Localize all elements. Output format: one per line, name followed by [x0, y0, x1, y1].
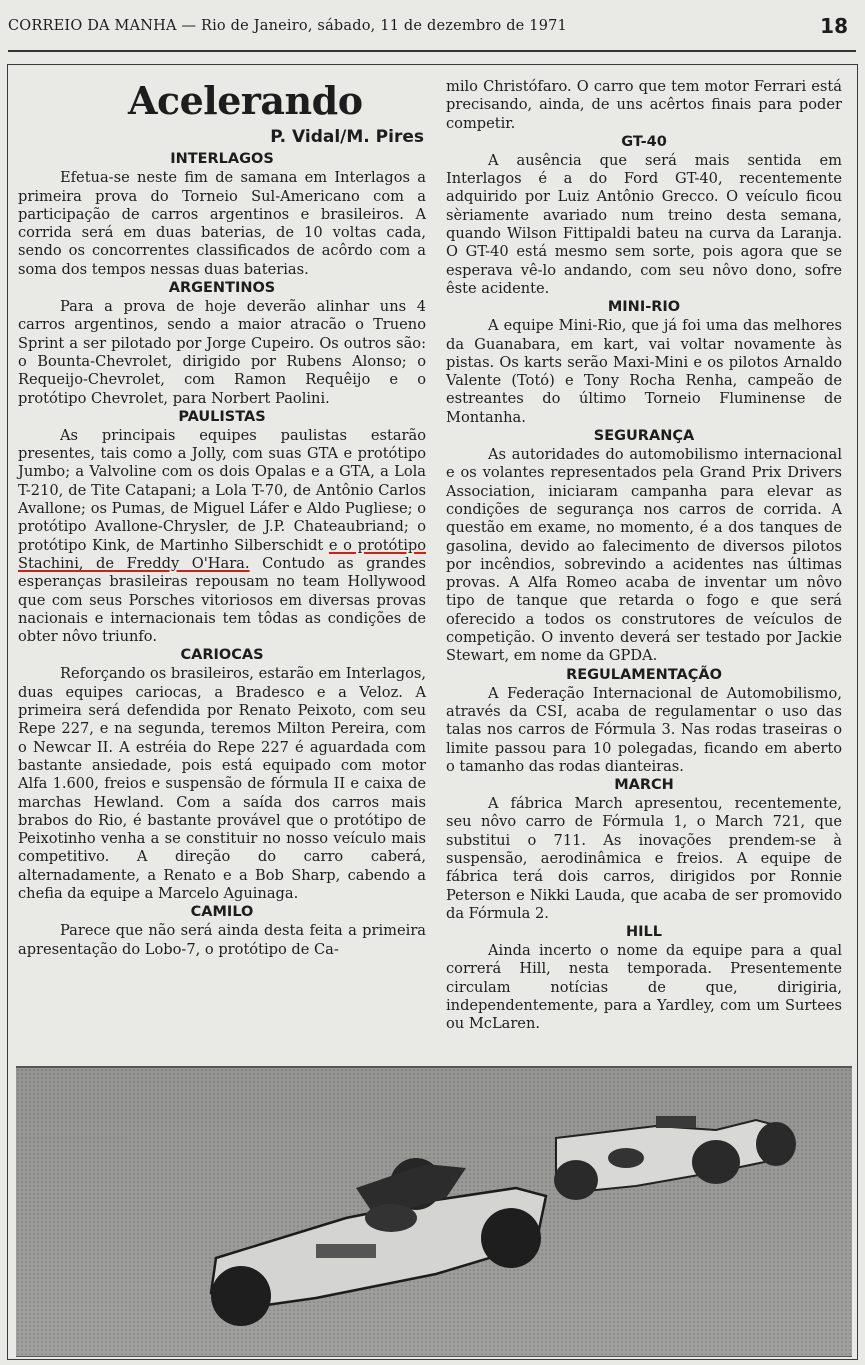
- article-paragraph: A fábrica March apresentou, recentemente, seu nôvo carro de Fórmula 1, o March 721, que substitui o 711. As inovações prendem-se à suspensão, aerodinâmica e freios. A equipe de fábrica terá dois carros, dirigidos por Ronnie Peterson e Nikki Lauda, que acaba de ser promovido da Fórmula 2.: [446, 795, 842, 922]
- section-heading: REGULAMENTAÇÃO: [566, 666, 722, 683]
- article-paragraph: As autoridades do automobilismo internacional e os volantes representados pela Grand Prix Drivers Association, iniciaram campanha para elevar as condições de segurança nos carros de corrida. A questão em exame, no momento, é a dos tanques de gasolina, devido ao falecimento de diversos pilotos por incêndios, sobrevindo a acidentes nas últimas provas. A Alfa Romeo acaba de inventar um nôvo tipo de tanque que retarda o fogo e que será oferecido a todos os construtores de veículos de competição. O invento deverá ser testado por Jackie Stewart, em nome da GPDA.: [446, 446, 842, 665]
- article-paragraph: Parece que não será ainda desta feita a primeira apresentação do Lobo-7, o protótipo de Ca-: [18, 922, 426, 958]
- paragraph-text: Contudo as grandes esperanças brasileiras repousam no team Hollywood que com seus Porsches vitoriosos em diversas provas nacionais e internacionais tem tôdas as condições de obter nôvo triunfo.: [18, 554, 426, 646]
- article-paragraph: A ausência que será mais sentida em Interlagos é a do Ford GT-40, recentemente adquirido por Luiz Antônio Grecco. O veículo ficou sèriamente avariado num treino desta semana, quando Wilson Fittipaldi bateu na curva da Laranja. O GT-40 está mesmo sem sorte, pois agora que se esperava vê-lo andando, com seu nôvo dono, sofre êste acidente.: [446, 151, 842, 297]
- section-heading: HILL: [625, 924, 662, 941]
- section-heading: MINI-RIO: [607, 299, 681, 316]
- article-paragraph: Efetua-se neste fim de samana em Interlagos a primeira prova do Torneio Sul-Americano com a participação de carros argentinos e brasileiros. A corrida será em duas baterias, de 10 voltas cada, sendo os concorrentes classificados de acôrdo com a soma dos tempos nessas duas baterias.: [18, 169, 426, 278]
- article-paragraph: milo Christófaro. O carro que tem motor Ferrari está precisando, ainda, de uns acêrtos finais para poder competir.: [446, 78, 842, 132]
- article-paragraph: A equipe Mini-Rio, que já foi uma das melhores da Guanabara, em kart, vai voltar novamente às pistas. Os karts serão Maxi-Mini e os pilotos Arnaldo Valente (Totó) e Tony Rocha Renha, campeão de estreantes do último Torneio Fluminense de Montanha.: [446, 317, 842, 426]
- masthead-title-line: CORREIO DA MANHA — Rio de Janeiro, sábado, 11 de dezembro de 1971: [8, 18, 567, 34]
- article-paragraph: [18, 427, 426, 647]
- section-heading: CAMILO: [190, 904, 254, 921]
- article-paragraph: Ainda incerto o nome da equipe para a qual correrá Hill, nesta temporada. Presentemente circulam notícias de que, dirigiria, independentemente, para a Yardley, com um Surtees ou McLaren.: [446, 942, 842, 1033]
- article-headline: Acelerando: [128, 78, 363, 123]
- left-column-body: [18, 150, 426, 959]
- section-heading: GT-40: [621, 133, 667, 150]
- section-heading: INTERLAGOS: [170, 151, 274, 168]
- section-heading: MARCH: [614, 777, 674, 794]
- article-right-column: [446, 78, 842, 1034]
- page-number: 18: [820, 14, 848, 38]
- masthead-rule: [8, 50, 856, 52]
- paragraph-text: As principais equipes paulistas estarão presentes, tais como a Jolly, com suas GTA e protótipo Jumbo; a Valvoline com os dois Opalas e a GTA, a Lola T-210, de Tite Catapani; a Lola T-70, de Antônio Carlos Avallone; os Pumas, de Miguel Láfer e Aldo Pugliese; o protótipo Avallone-Chrysler, de J.P. Chateaubriand; o protótipo Kink, de Martinho Silberschidt: [18, 426, 426, 554]
- article-left-column: [18, 72, 426, 959]
- section-heading: ARGENTINOS: [168, 280, 276, 297]
- race-cars-photo: [16, 1066, 852, 1357]
- article-byline: P. Vidal/M. Pires: [270, 127, 424, 147]
- section-heading: SEGURANÇA: [593, 428, 695, 445]
- section-heading: CARIOCAS: [180, 647, 264, 664]
- photo-image: [16, 1068, 852, 1356]
- section-heading: PAULISTAS: [178, 408, 266, 425]
- article-paragraph: Para a prova de hoje deverão alinhar uns 4 carros argentinos, sendo a maior atracão o Trueno Sprint a ser pilotado por Jorge Cupeiro. Os outros são: o Bounta-Chevrolet, dirigido por Rubens Alonso; o Requeijo-Chevrolet, com Ramon Requêijo e o protótipo Chevrolet, para Norbert Paolini.: [18, 298, 426, 407]
- right-column-body: [446, 78, 842, 1034]
- masthead: [8, 14, 850, 44]
- underlined-text: e o protótipo Stachini, de Freddy O'Hara.: [18, 536, 427, 572]
- article-paragraph: A Federação Internacional de Automobilismo, através da CSI, acaba de regulamentar o uso das talas nos carros de Fórmula 3. Nas rodas traseiras o limite passou para 10 polegadas, ficando em aberto o tamanho das rodas dianteiras.: [446, 684, 842, 775]
- article-paragraph: Reforçando os brasileiros, estarão em Interlagos, duas equipes cariocas, a Bradesco e a Veloz. A primeira será defendida por Renato Peixoto, com seu Repe 227, e na segunda, teremos Milton Pereira, com o Newcar II. A estréia do Repe 227 é aguardada com bastante ansiedade, pois está equipado com motor Alfa 1.600, freios e suspensão de fórmula II e caixa de marchas Hewland. Com a saída dos carros mais brabos do Rio, é bastante provável que o protótipo de Peixotinho venha a se constituir no nosso veículo mais competitivo. A direção do carro caberá, alternadamente, a Renato e a Bob Sharp, cabendo a chefia da equipe a Marcelo Aguinaga.: [18, 665, 426, 902]
